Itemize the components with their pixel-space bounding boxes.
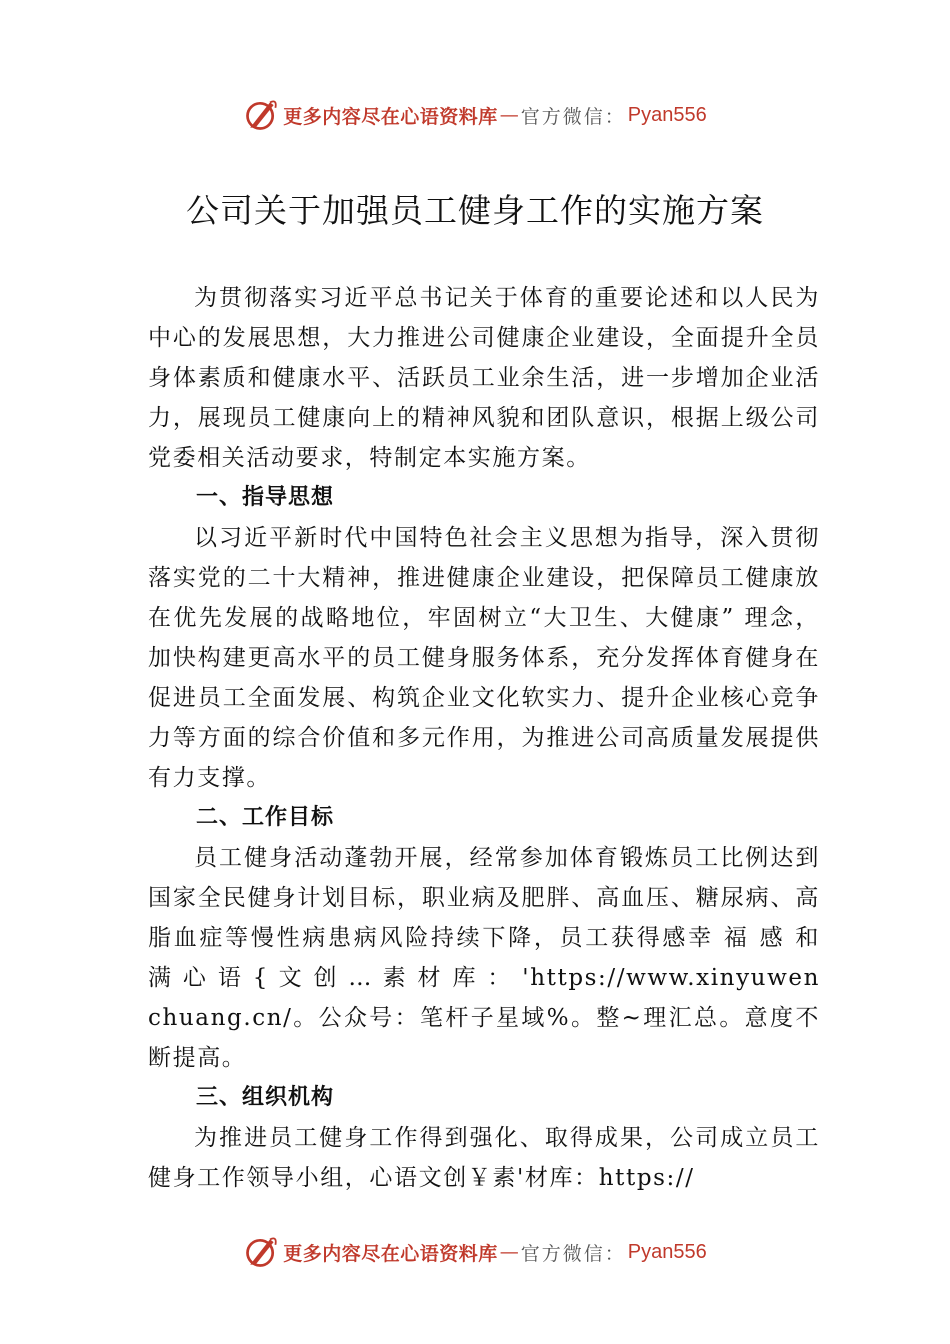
section-heading-organization: 三、组织机构	[196, 1085, 335, 1110]
watermark-wechat-id: Pyan556	[627, 103, 707, 126]
watermark-text: 更多内容尽在心语资料库	[283, 1242, 498, 1265]
watermark-wechat-id: Pyan556	[627, 1240, 707, 1263]
quill-logo-icon	[243, 1234, 279, 1270]
document-title: 公司关于加强员工健身工作的实施方案	[186, 191, 764, 230]
quill-logo-icon	[243, 97, 279, 133]
section-text-organization: 为推进员工健身工作得到强化、取得成果，公司成立员工健身工作领导小组，心语文创￥素'材库：https://	[148, 1125, 820, 1191]
watermark-label: 官方微信：	[520, 105, 626, 128]
watermark-banner-bottom	[0, 1232, 950, 1272]
section-heading-work-goals: 二、工作目标	[196, 805, 335, 830]
document-body	[148, 278, 820, 1198]
watermark-dash: —	[499, 104, 519, 126]
watermark-dash: —	[499, 1241, 519, 1263]
watermark-label: 官方微信：	[520, 1242, 626, 1265]
section-text-guiding-ideology: 以习近平新时代中国特色社会主义思想为指导，深入贯彻落实党的二十大精神，推进健康企业建设，把保障员工健康放在优先发展的战略地位，牢固树立“大卫生、大健康” 理念，加快构建更高水平的员工健身服务体系，充分发挥体育健身在促进员工全面发展、构筑企业文化软实力、提升企业核心竞争力等方面的综合价值和多元作用，为推进公司高质量发展提供有力支撑。	[148, 525, 820, 791]
section-heading-guiding-ideology: 一、指导思想	[196, 485, 335, 510]
intro-paragraph: 为贯彻落实习近平总书记关于体育的重要论述和以人民为中心的发展思想，大力推进公司健康企业建设，全面提升全员身体素质和健康水平、活跃员工业余生活，进一步增加企业活力，展现员工健康向上的精神风貌和团队意识，根据上级公司党委相关活动要求，特制定本实施方案。	[148, 285, 820, 471]
watermark-banner-top	[0, 95, 950, 135]
watermark-text: 更多内容尽在心语资料库	[283, 105, 498, 128]
section-text-work-goals: 员工健身活动蓬勃开展，经常参加体育锻炼员工比例达到国家全民健身计划目标，职业病及肥胖、高血压、糖尿病、高脂血症等慢性病患病风险持续下降，员工获得感幸 福 感 和 满 心 语 { 文 创 … 素 材 库 ： 'https://www.xinyuwenchuang.cn/。公众号：笔杆子星域%。整~理汇总。意度不断提高。	[148, 845, 820, 1071]
